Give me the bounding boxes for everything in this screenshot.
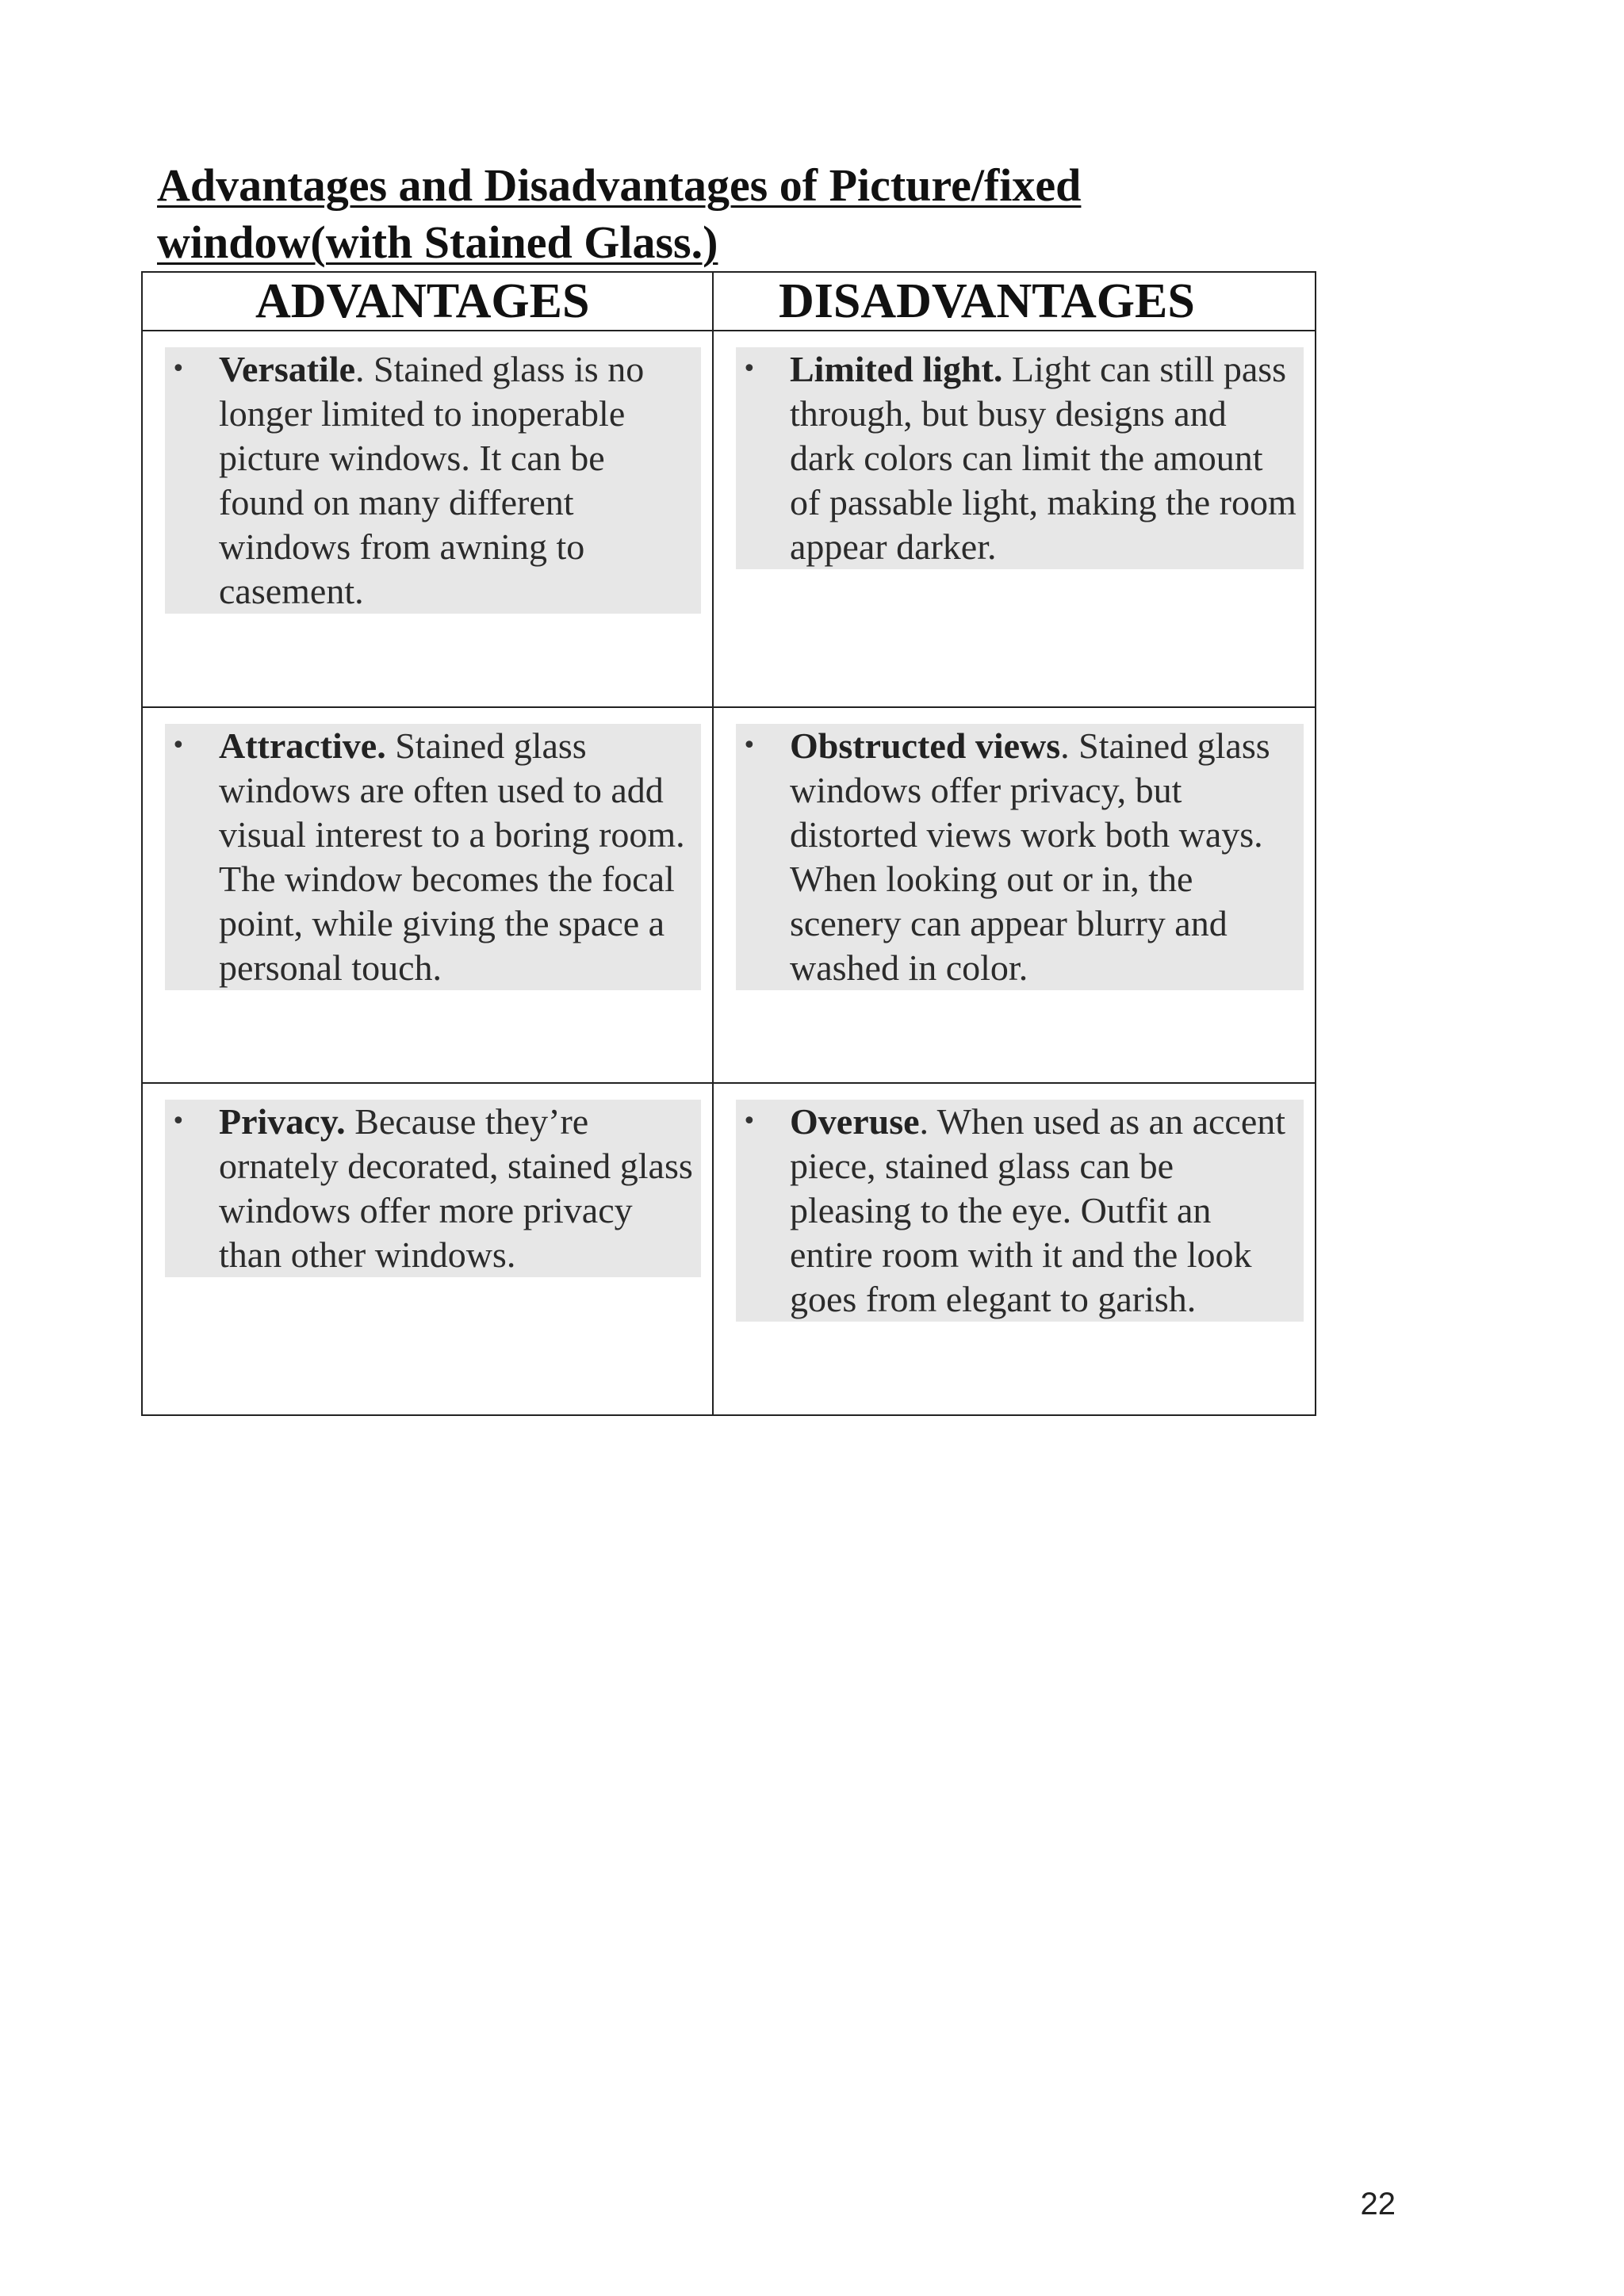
advantage-cell xyxy=(142,1083,713,1415)
bullet-icon: • xyxy=(742,355,756,383)
bullet-icon: • xyxy=(171,1108,186,1136)
table-header-row xyxy=(142,272,1316,331)
advantage-term: Versatile xyxy=(219,349,356,389)
disadvantage-item xyxy=(736,1100,1304,1322)
advantage-cell xyxy=(142,331,713,707)
disadvantage-text: . Stained glass windows offer privacy, but distorted views work both ways. When looking out or in, the scenery can appear blurry and washed in color. xyxy=(790,725,1270,988)
disadvantage-term: Overuse xyxy=(790,1101,920,1142)
advantage-term: Attractive. xyxy=(219,725,386,766)
disadvantage-cell xyxy=(713,707,1316,1084)
table-row xyxy=(142,331,1316,707)
advantage-text: Stained glass windows are often used to add visual interest to a boring room. The window becomes the focal point, while giving the space a personal touch. xyxy=(219,725,685,988)
disadvantage-item xyxy=(736,724,1304,990)
advantage-term: Privacy. xyxy=(219,1101,346,1142)
disadvantage-cell xyxy=(713,1083,1316,1415)
bullet-icon: • xyxy=(742,1108,756,1136)
disadvantage-text: Light can still pass through, but busy designs and dark colors can limit the amount of passable light, making the room appear darker. xyxy=(790,349,1297,567)
advantage-text: Because they’re ornately decorated, stained glass windows offer more privacy than other windows. xyxy=(219,1101,693,1276)
bullet-icon: • xyxy=(742,731,756,760)
bullet-icon: • xyxy=(171,731,186,760)
disadvantage-text: . When used as an accent piece, stained glass can be pleasing to the eye. Outfit an entire room with it and the look goes from elegant to garish. xyxy=(790,1101,1286,1320)
page-number: 22 xyxy=(1360,2187,1396,2221)
disadvantage-cell xyxy=(713,331,1316,707)
disadvantage-term: Obstructed views xyxy=(790,725,1061,766)
disadvantage-item xyxy=(736,347,1304,569)
advantages-header: ADVANTAGES xyxy=(142,272,713,331)
advantage-item xyxy=(165,724,701,990)
advantage-text: . Stained glass is no longer limited to inoperable picture windows. It can be found on many different windows from awning to casement. xyxy=(219,349,645,611)
advantage-item xyxy=(165,1100,701,1277)
page-title: Advantages and Disadvantages of Picture/fixed window(with Stained Glass.) xyxy=(157,159,1082,268)
table-row xyxy=(142,707,1316,1084)
advantage-item xyxy=(165,347,701,614)
bullet-icon: • xyxy=(171,355,186,383)
disadvantages-header: DISADVANTAGES xyxy=(713,272,1316,331)
pros-cons-table xyxy=(141,271,1316,1416)
table-row xyxy=(142,1083,1316,1415)
disadvantage-term: Limited light. xyxy=(790,349,1003,389)
advantage-cell xyxy=(142,707,713,1084)
